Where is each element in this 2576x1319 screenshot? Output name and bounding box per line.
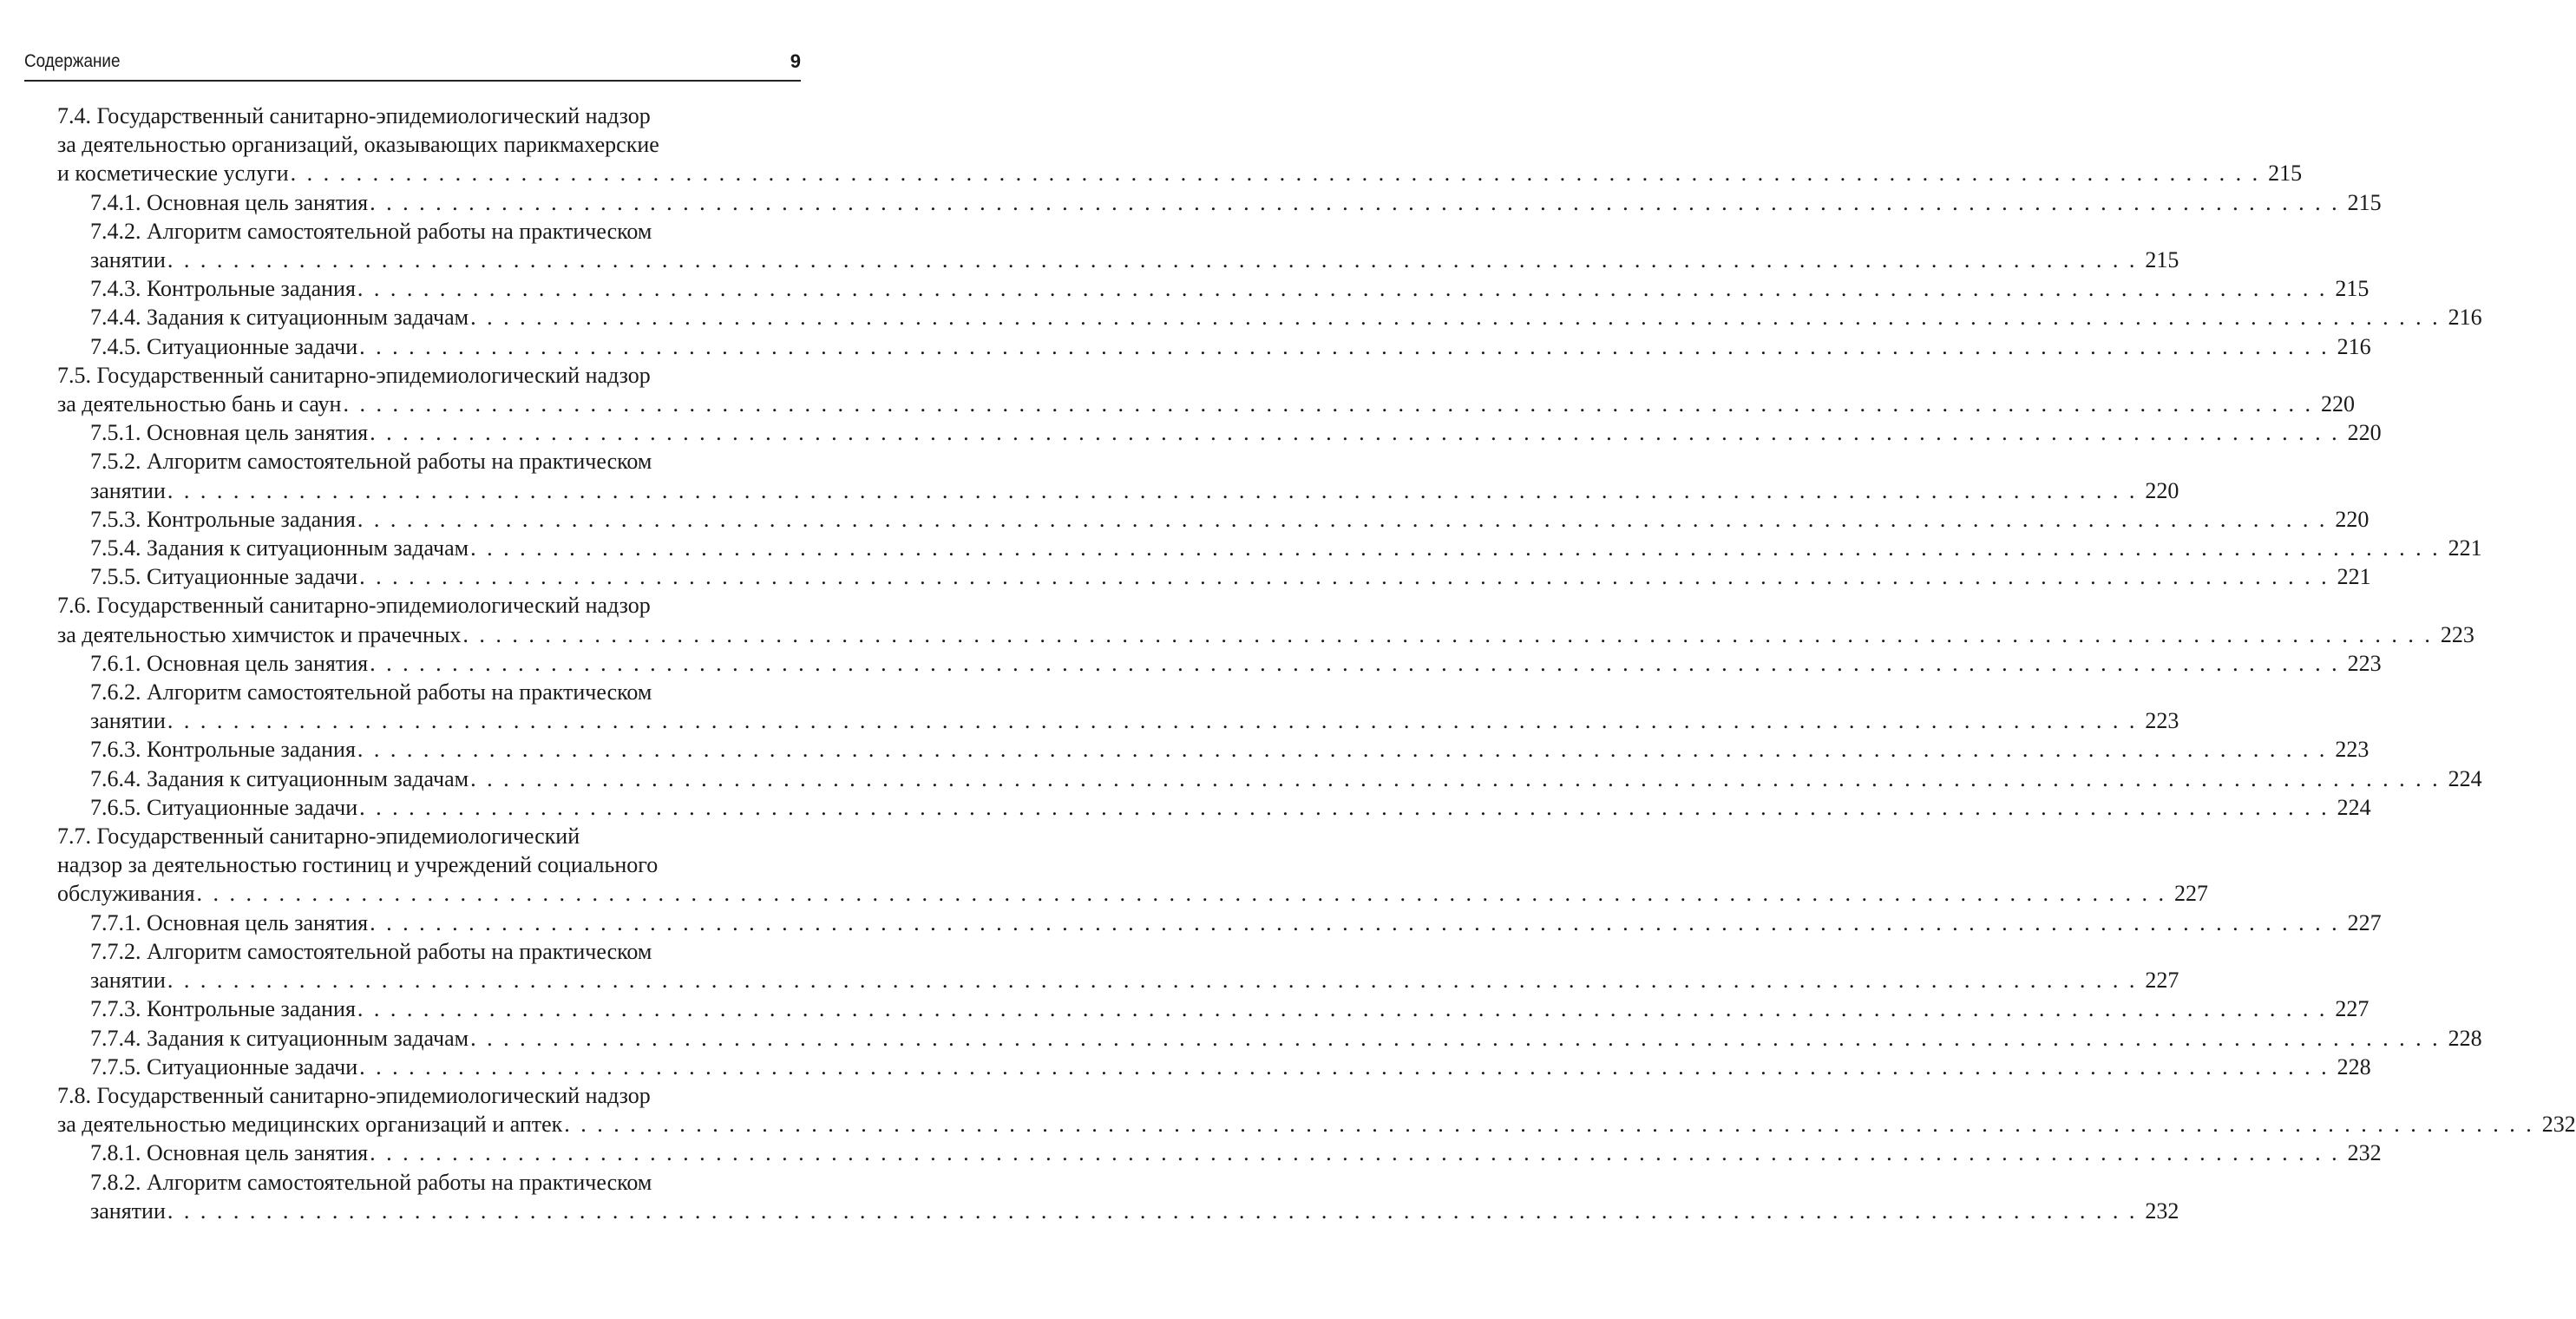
toc-entry-text: 7.4.5. Ситуационные задачи xyxy=(90,333,358,359)
toc-subsection-entry[interactable] xyxy=(0,1139,2382,1167)
toc-entry-text: 7.6.2. Алгоритм самостоятельной работы на практическом xyxy=(90,679,652,705)
toc-entry-line xyxy=(90,246,2179,274)
toc-entry-line xyxy=(57,390,2355,418)
toc-entry-text: за деятельностью бань и саун xyxy=(57,391,342,417)
toc-entry-line xyxy=(57,159,2303,187)
toc-page-number: 228 xyxy=(2448,1025,2482,1051)
toc-entry-text: обслуживания xyxy=(57,881,195,907)
toc-entry-text: 7.4.3. Контрольные задания xyxy=(90,276,356,302)
dot-leader: . . . . . . . . . . . . . . . . . . . . . . . . . . . . . . . . . . . . . . . . . . . . . . . . . . . . . . . . . . . . . . . . . . . . . . . . . . . . . . . . . . . . . . . . . . . . . . . . . . . . . . . . . . . . . . . . . . . . . . . . xyxy=(167,708,2138,734)
toc-entry-line xyxy=(57,130,858,159)
toc-page-number: 232 xyxy=(2347,1140,2382,1166)
dot-leader: . . . . . . . . . . . . . . . . . . . . . . . . . . . . . . . . . . . . . . . . . . . . . . . . . . . . . . . . . . . . . . . . . . . . . . . . . . . . . . . . . . . . . . . . . . . . . . . . . . . . . . . . . . . . . . . . . . . . . . . . xyxy=(359,564,2330,590)
dot-leader: . . . . . . . . . . . . . . . . . . . . . . . . . . . . . . . . . . . . . . . . . . . . . . . . . . . . . . . . . . . . . . . . . . . . . . . . . . . . . . . . . . . . . . . . . . . . . . . . . . . . . . . . . . . . . . . . . . . . . . . . xyxy=(462,621,2433,647)
toc-entry-text: 7.5.4. Задания к ситуационным задачам xyxy=(90,535,469,561)
toc-page-number: 227 xyxy=(2347,909,2382,935)
toc-entry-text: 7.4.4. Задания к ситуационным задачам xyxy=(90,305,469,331)
toc-subsection-entry[interactable] xyxy=(0,909,2382,937)
toc-entry-line xyxy=(90,534,2482,562)
dot-leader: . . . . . . . . . . . . . . . . . . . . . . . . . . . . . . . . . . . . . . . . . . . . . . . . . . . . . . . . . . . . . . . . . . . . . . . . . . . . . . . . . . . . . . . . . . . . . . . . . . . . . . . . . . . . . . . . . . . . . . . . xyxy=(359,333,2330,359)
toc-subsection-entry[interactable] xyxy=(0,1053,2371,1081)
toc-subsection-entry[interactable] xyxy=(0,994,2370,1023)
toc-entry-line xyxy=(90,217,891,246)
dot-leader: . . . . . . . . . . . . . . . . . . . . . . . . . . . . . . . . . . . . . . . . . . . . . . . . . . . . . . . . . . . . . . . . . . . . . . . . . . . . . . . . . . . . . . . . . . . . . . . . . . . . . . . . . . . . . . . . . . . . . . . . xyxy=(470,765,2441,791)
toc-page-number: 227 xyxy=(2145,968,2179,994)
toc-entry-line xyxy=(57,850,858,879)
toc-section-entry[interactable] xyxy=(0,361,2355,418)
toc-entry-line xyxy=(90,1024,2482,1053)
toc-page-number: 215 xyxy=(2268,161,2303,187)
toc-entry-line xyxy=(90,764,2482,793)
toc-entry-text: 7.4.1. Основная цель занятия xyxy=(90,189,369,215)
toc-entry-text: 7.5. Государственный санитарно-эпидемиологический надзор xyxy=(57,362,651,388)
dot-leader: . . . . . . . . . . . . . . . . . . . . . . . . . . . . . . . . . . . . . . . . . . . . . . . . . . . . . . . . . . . . . . . . . . . . . . . . . . . . . . . . . . . . . . . . . . . . . . . . . . . . . . . . . . . . . . . . . . . . . . . . xyxy=(343,391,2313,417)
toc-page-number: 227 xyxy=(2174,881,2209,907)
toc-entry-line xyxy=(57,1081,858,1110)
toc-entry-text: занятии xyxy=(90,1198,166,1224)
toc-entry-text: занятии xyxy=(90,477,166,503)
toc-entry-text: за деятельностью медицинских организаций и аптек xyxy=(57,1112,563,1138)
toc-entry-text: 7.7.5. Ситуационные задачи xyxy=(90,1053,358,1079)
toc-entry-line xyxy=(90,649,2382,678)
toc-entry-line xyxy=(90,1168,891,1197)
toc-entry-text: 7.6. Государственный санитарно-эпидемиологический надзор xyxy=(57,593,651,619)
toc-entry-line xyxy=(57,879,2209,908)
dot-leader: . . . . . . . . . . . . . . . . . . . . . . . . . . . . . . . . . . . . . . . . . . . . . . . . . . . . . . . . . . . . . . . . . . . . . . . . . . . . . . . . . . . . . . . . . . . . . . . . . . . . . . . . . . . . . . . . . . . . . . . . xyxy=(357,276,2328,302)
toc-entry-text: 7.5.5. Ситуационные задачи xyxy=(90,564,358,590)
toc-entry-line xyxy=(57,1110,2576,1139)
toc-subsection-entry[interactable] xyxy=(0,793,2371,822)
toc-subsection-entry[interactable] xyxy=(0,937,2179,994)
toc-entry-line xyxy=(90,937,891,966)
toc-subsection-entry[interactable] xyxy=(0,505,2370,534)
toc-page-number: 220 xyxy=(2145,477,2179,503)
toc-entry-line xyxy=(90,1053,2371,1081)
dot-leader: . . . . . . . . . . . . . . . . . . . . . . . . . . . . . . . . . . . . . . . . . . . . . . . . . . . . . . . . . . . . . . . . . . . . . . . . . . . . . . . . . . . . . . . . . . . . . . . . . . . . . . . . . . . . . . . . . . . . . . . . xyxy=(167,247,2138,273)
dot-leader: . . . . . . . . . . . . . . . . . . . . . . . . . . . . . . . . . . . . . . . . . . . . . . . . . . . . . . . . . . . . . . . . . . . . . . . . . . . . . . . . . . . . . . . . . . . . . . . . . . . . . . . . . . . . . . . . . . . . . . . . xyxy=(167,477,2138,503)
toc-entry-text: 7.5.3. Контрольные задания xyxy=(90,506,356,532)
toc-entry-line xyxy=(90,909,2382,937)
toc-page-number: 215 xyxy=(2347,189,2382,215)
dot-leader: . . . . . . . . . . . . . . . . . . . . . . . . . . . . . . . . . . . . . . . . . . . . . . . . . . . . . . . . . . . . . . . . . . . . . . . . . . . . . . . . . . . . . . . . . . . . . . . . . . . . . . . . . . . . . . . . . . . . . . . . xyxy=(370,1140,2340,1166)
toc-page-number: 215 xyxy=(2145,247,2179,273)
dot-leader: . . . . . . . . . . . . . . . . . . . . . . . . . . . . . . . . . . . . . . . . . . . . . . . . . . . . . . . . . . . . . . . . . . . . . . . . . . . . . . . . . . . . . . . . . . . . . . . . . . . . . . . . . . . . . . . . . . . . . . . . xyxy=(470,535,2441,561)
page-number: 9 xyxy=(790,50,801,72)
toc-page-number: 224 xyxy=(2337,794,2371,820)
dot-leader: . . . . . . . . . . . . . . . . . . . . . . . . . . . . . . . . . . . . . . . . . . . . . . . . . . . . . . . . . . . . . . . . . . . . . . . . . . . . . . . . . . . . . . . . . . . . . . . . . . . . . . . . . . . . . . . . . . . . . . . . xyxy=(196,881,2167,907)
dot-leader: . . . . . . . . . . . . . . . . . . . . . . . . . . . . . . . . . . . . . . . . . . . . . . . . . . . . . . . . . . . . . . . . . . . . . . . . . . . . . . . . . . . . . . . . . . . . . . . . . . . . . . . . . . . . . . . . . . . . . . . . xyxy=(359,1053,2330,1079)
toc-page-number: 223 xyxy=(2347,650,2382,676)
toc-subsection-entry[interactable] xyxy=(0,447,2179,504)
toc-subsection-entry[interactable] xyxy=(0,649,2382,678)
toc-page-number: 232 xyxy=(2145,1198,2179,1224)
toc-entry-line xyxy=(57,591,858,620)
toc-subsection-entry[interactable] xyxy=(0,274,2370,303)
dot-leader: . . . . . . . . . . . . . . . . . . . . . . . . . . . . . . . . . . . . . . . . . . . . . . . . . . . . . . . . . . . . . . . . . . . . . . . . . . . . . . . . . . . . . . . . . . . . . . . . . . . . . . . . . . . . . . . . . . . . . . . . xyxy=(370,650,2340,676)
dot-leader: . . . . . . . . . . . . . . . . . . . . . . . . . . . . . . . . . . . . . . . . . . . . . . . . . . . . . . . . . . . . . . . . . . . . . . . . . . . . . . . . . . . . . . . . . . . . . . . . . . . . . . . . . . . . . . . . . . . . . . . . xyxy=(290,161,2261,187)
toc-entry-text: 7.5.1. Основная цель занятия xyxy=(90,420,369,446)
toc-page-number: 232 xyxy=(2541,1112,2576,1138)
toc-page-number: 223 xyxy=(2335,737,2370,763)
toc-page-number: 220 xyxy=(2320,391,2355,417)
toc-page-number: 228 xyxy=(2337,1053,2371,1079)
toc-subsection-entry[interactable] xyxy=(0,188,2382,217)
toc-entry-line xyxy=(90,188,2382,217)
toc-section-entry[interactable] xyxy=(0,1081,2576,1139)
toc-entry-line xyxy=(90,303,2482,331)
toc-subsection-entry[interactable] xyxy=(0,1024,2482,1053)
toc-entry-line xyxy=(90,562,2371,591)
toc-entry-text: и косметические услуги xyxy=(57,161,289,187)
toc-entry-text: за деятельностью организаций, оказывающих парикмахерские xyxy=(57,132,659,158)
toc-entry-line xyxy=(90,1139,2382,1167)
toc-section-entry[interactable] xyxy=(0,591,2474,648)
toc-page-number: 215 xyxy=(2335,276,2370,302)
toc-subsection-entry[interactable] xyxy=(0,418,2382,447)
toc-entry-text: 7.7. Государственный санитарно-эпидемиологический xyxy=(57,824,580,850)
toc-page-number: 220 xyxy=(2347,420,2382,446)
toc-entry-text: 7.6.5. Ситуационные задачи xyxy=(90,794,358,820)
toc-page-number: 221 xyxy=(2448,535,2482,561)
dot-leader: . . . . . . . . . . . . . . . . . . . . . . . . . . . . . . . . . . . . . . . . . . . . . . . . . . . . . . . . . . . . . . . . . . . . . . . . . . . . . . . . . . . . . . . . . . . . . . . . . . . . . . . . . . . . . . . . . . . . . . . . xyxy=(370,909,2340,935)
toc-entry-text: 7.5.2. Алгоритм самостоятельной работы на практическом xyxy=(90,449,652,475)
dot-leader: . . . . . . . . . . . . . . . . . . . . . . . . . . . . . . . . . . . . . . . . . . . . . . . . . . . . . . . . . . . . . . . . . . . . . . . . . . . . . . . . . . . . . . . . . . . . . . . . . . . . . . . . . . . . . . . . . . . . . . . . xyxy=(357,737,2328,763)
toc-entry-text: занятии xyxy=(90,708,166,734)
toc-subsection-entry[interactable] xyxy=(0,562,2371,591)
dot-leader: . . . . . . . . . . . . . . . . . . . . . . . . . . . . . . . . . . . . . . . . . . . . . . . . . . . . . . . . . . . . . . . . . . . . . . . . . . . . . . . . . . . . . . . . . . . . . . . . . . . . . . . . . . . . . . . . . . . . . . . . xyxy=(470,1025,2441,1051)
toc-subsection-entry[interactable] xyxy=(0,735,2370,764)
dot-leader: . . . . . . . . . . . . . . . . . . . . . . . . . . . . . . . . . . . . . . . . . . . . . . . . . . . . . . . . . . . . . . . . . . . . . . . . . . . . . . . . . . . . . . . . . . . . . . . . . . . . . . . . . . . . . . . . . . . . . . . . xyxy=(357,506,2328,532)
toc-subsection-entry[interactable] xyxy=(0,678,2179,735)
dot-leader: . . . . . . . . . . . . . . . . . . . . . . . . . . . . . . . . . . . . . . . . . . . . . . . . . . . . . . . . . . . . . . . . . . . . . . . . . . . . . . . . . . . . . . . . . . . . . . . . . . . . . . . . . . . . . . . . . . . . . . . . xyxy=(370,189,2340,215)
toc-entry-line xyxy=(90,505,2370,534)
toc-entry-line xyxy=(90,994,2370,1023)
toc-entry-text: 7.6.4. Задания к ситуационным задачам xyxy=(90,765,469,791)
toc-entry-line xyxy=(57,822,858,850)
toc-subsection-entry[interactable] xyxy=(0,303,2482,331)
toc-entry-text: 7.4. Государственный санитарно-эпидемиологический надзор xyxy=(57,103,651,128)
toc-subsection-entry[interactable] xyxy=(0,332,2371,361)
toc-entry-line xyxy=(57,102,858,130)
toc-entry-text: 7.8.2. Алгоритм самостоятельной работы на практическом xyxy=(90,1169,652,1195)
dot-leader: . . . . . . . . . . . . . . . . . . . . . . . . . . . . . . . . . . . . . . . . . . . . . . . . . . . . . . . . . . . . . . . . . . . . . . . . . . . . . . . . . . . . . . . . . . . . . . . . . . . . . . . . . . . . . . . . . . . . . . . . xyxy=(167,968,2138,994)
toc-entry-text: 7.7.1. Основная цель занятия xyxy=(90,909,369,935)
toc-entry-line xyxy=(57,361,858,390)
toc-page-number: 223 xyxy=(2145,708,2179,734)
toc-entry-text: 7.6.1. Основная цель занятия xyxy=(90,650,369,676)
toc-entry-text: занятии xyxy=(90,247,166,273)
toc-page-number: 221 xyxy=(2337,564,2371,590)
toc-entry-text: надзор за деятельностью гостиниц и учреждений социального xyxy=(57,852,659,878)
toc-section-entry[interactable] xyxy=(0,822,2209,909)
toc-entry-line xyxy=(90,1197,2179,1225)
running-header-title: Содержание xyxy=(24,51,121,71)
toc-entry-line xyxy=(90,966,2179,994)
toc-section-entry[interactable] xyxy=(0,102,2303,188)
toc-page-number: 227 xyxy=(2335,996,2370,1022)
toc-entry-line xyxy=(90,332,2371,361)
toc-page-number: 216 xyxy=(2448,305,2482,331)
toc-entry-text: 7.4.2. Алгоритм самостоятельной работы на практическом xyxy=(90,218,652,244)
toc-entry-line xyxy=(90,735,2370,764)
toc-entry-text: за деятельностью химчисток и прачечных xyxy=(57,621,462,647)
toc-page-number: 216 xyxy=(2337,333,2371,359)
dot-leader: . . . . . . . . . . . . . . . . . . . . . . . . . . . . . . . . . . . . . . . . . . . . . . . . . . . . . . . . . . . . . . . . . . . . . . . . . . . . . . . . . . . . . . . . . . . . . . . . . . . . . . . . . . . . . . . . . . . . . . . . xyxy=(564,1112,2534,1138)
dot-leader: . . . . . . . . . . . . . . . . . . . . . . . . . . . . . . . . . . . . . . . . . . . . . . . . . . . . . . . . . . . . . . . . . . . . . . . . . . . . . . . . . . . . . . . . . . . . . . . . . . . . . . . . . . . . . . . . . . . . . . . . xyxy=(370,420,2340,446)
toc-entry-text: 7.8.1. Основная цель занятия xyxy=(90,1140,369,1166)
toc-entry-text: 7.8. Государственный санитарно-эпидемиологический надзор xyxy=(57,1082,651,1108)
toc-entry-text: 7.7.4. Задания к ситуационным задачам xyxy=(90,1025,469,1051)
toc-subsection-entry[interactable] xyxy=(0,534,2482,562)
toc-entry-line xyxy=(90,678,891,706)
toc-entry-line xyxy=(90,418,2382,447)
toc-entry-text: занятии xyxy=(90,968,166,994)
dot-leader: . . . . . . . . . . . . . . . . . . . . . . . . . . . . . . . . . . . . . . . . . . . . . . . . . . . . . . . . . . . . . . . . . . . . . . . . . . . . . . . . . . . . . . . . . . . . . . . . . . . . . . . . . . . . . . . . . . . . . . . . xyxy=(357,996,2328,1022)
toc-subsection-entry[interactable] xyxy=(0,217,2179,274)
toc-entry-line xyxy=(57,620,2474,649)
toc-entry-line xyxy=(90,706,2179,735)
table-of-contents xyxy=(0,102,2576,1225)
dot-leader: . . . . . . . . . . . . . . . . . . . . . . . . . . . . . . . . . . . . . . . . . . . . . . . . . . . . . . . . . . . . . . . . . . . . . . . . . . . . . . . . . . . . . . . . . . . . . . . . . . . . . . . . . . . . . . . . . . . . . . . . xyxy=(470,305,2441,331)
toc-entry-line xyxy=(90,447,891,476)
dot-leader: . . . . . . . . . . . . . . . . . . . . . . . . . . . . . . . . . . . . . . . . . . . . . . . . . . . . . . . . . . . . . . . . . . . . . . . . . . . . . . . . . . . . . . . . . . . . . . . . . . . . . . . . . . . . . . . . . . . . . . . . xyxy=(359,794,2330,820)
toc-subsection-entry[interactable] xyxy=(0,764,2482,793)
page-header xyxy=(24,47,801,82)
toc-page-number: 224 xyxy=(2448,765,2482,791)
dot-leader: . . . . . . . . . . . . . . . . . . . . . . . . . . . . . . . . . . . . . . . . . . . . . . . . . . . . . . . . . . . . . . . . . . . . . . . . . . . . . . . . . . . . . . . . . . . . . . . . . . . . . . . . . . . . . . . . . . . . . . . . xyxy=(167,1198,2138,1224)
toc-entry-text: 7.6.3. Контрольные задания xyxy=(90,737,356,763)
toc-entry-line xyxy=(90,476,2179,505)
toc-subsection-entry[interactable] xyxy=(0,1168,2179,1225)
toc-entry-line xyxy=(90,274,2370,303)
toc-entry-text: 7.7.2. Алгоритм самостоятельной работы на практическом xyxy=(90,938,652,964)
toc-entry-line xyxy=(90,793,2371,822)
toc-page-number: 223 xyxy=(2440,621,2474,647)
toc-page-number: 220 xyxy=(2335,506,2370,532)
toc-entry-text: 7.7.3. Контрольные задания xyxy=(90,996,356,1022)
